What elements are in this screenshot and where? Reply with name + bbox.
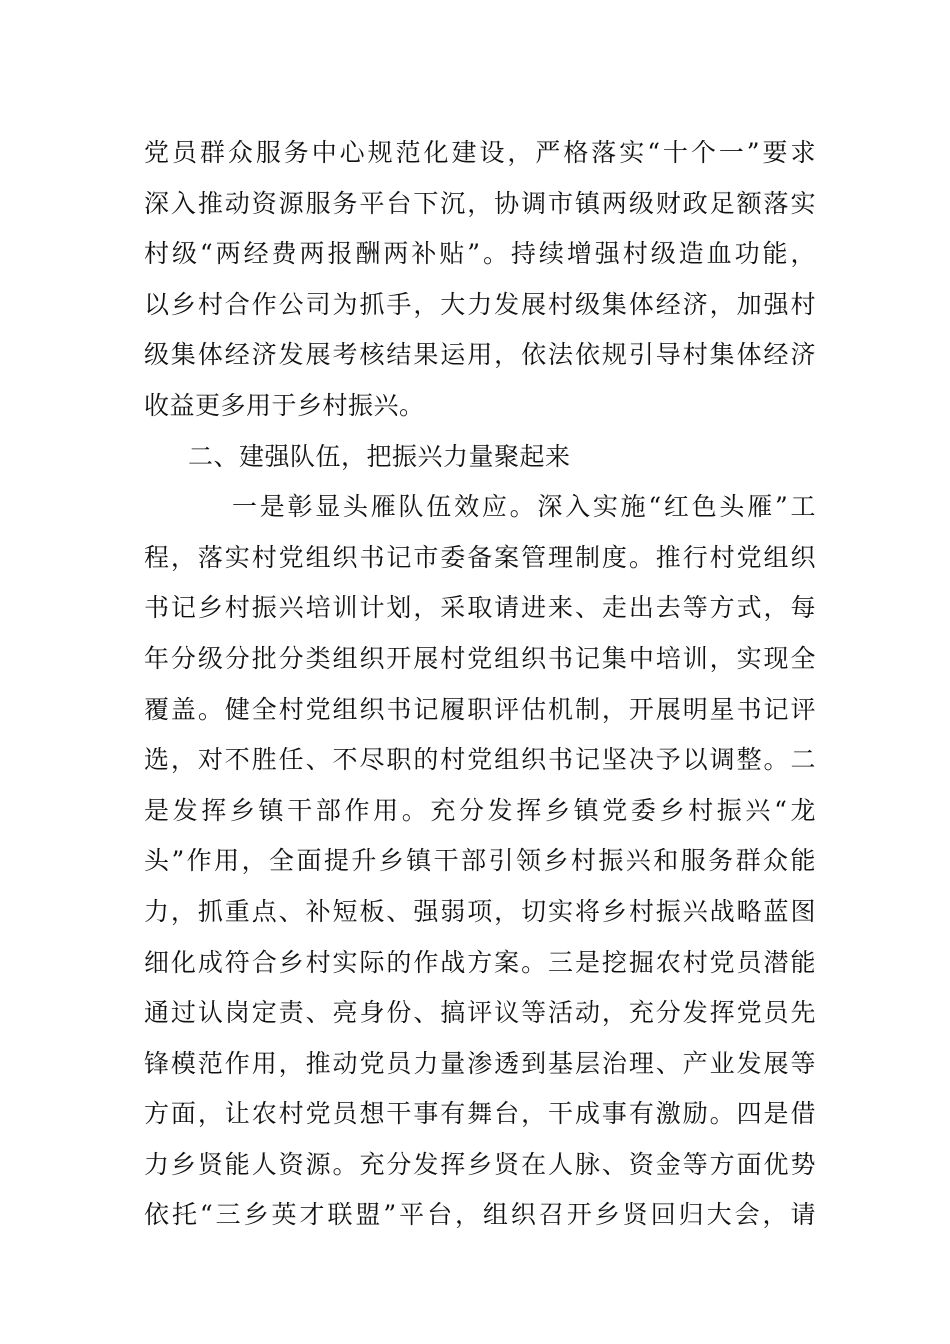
- text-line: 头”作用，全面提升乡镇干部引领乡村振兴和服务群众能: [144, 846, 816, 876]
- text-line: 覆盖。健全村党组织书记履职评估机制，开展明星书记评: [144, 694, 816, 724]
- text-line: 书记乡村振兴培训计划，采取请进来、走出去等方式，每: [144, 593, 816, 623]
- text-line: 深入推动资源服务平台下沉，协调市镇两级财政足额落实: [144, 188, 816, 218]
- text-line: 细化成符合乡村实际的作战方案。三是挖掘农村党员潜能: [144, 947, 816, 977]
- text-line: 年分级分批分类组织开展村党组织书记集中培训，实现全: [144, 643, 816, 673]
- text-line: 以乡村合作公司为抓手，大力发展村级集体经济，加强村: [144, 289, 816, 319]
- text-line: 方面，让农村党员想干事有舞台，干成事有激励。四是借: [144, 1099, 816, 1129]
- text-line: 村级“两经费两报酬两补贴”。持续增强村级造血功能，: [144, 239, 816, 269]
- text-line: 程，落实村党组织书记市委备案管理制度。推行村党组织: [144, 542, 816, 572]
- text-line: 锋模范作用，推动党员力量渗透到基层治理、产业发展等: [144, 1048, 816, 1078]
- text-line: 依托“三乡英才联盟”平台，组织召开乡贤回归大会，请: [144, 1200, 816, 1230]
- text-line: 选，对不胜任、不尽职的村党组织书记坚决予以调整。二: [144, 745, 816, 775]
- text-line: 一是彰显头雁队伍效应。深入实施“红色头雁”工: [232, 492, 816, 522]
- text-line: 通过认岗定责、亮身份、搞评议等活动，充分发挥党员先: [144, 998, 816, 1028]
- text-line: 党员群众服务中心规范化建设，严格落实“十个一”要求: [144, 138, 816, 167]
- section-heading: 二、建强队伍，把振兴力量聚起来: [188, 441, 571, 471]
- text-line: 力，抓重点、补短板、强弱项，切实将乡村振兴战略蓝图: [144, 896, 816, 926]
- text-line: 级集体经济发展考核结果运用，依法依规引导村集体经济: [144, 340, 816, 370]
- body-text: [144, 128, 816, 1241]
- text-line: 收益更多用于乡村振兴。: [144, 390, 425, 420]
- text-line: 是发挥乡镇干部作用。充分发挥乡镇党委乡村振兴“龙: [144, 795, 816, 825]
- text-line: 力乡贤能人资源。充分发挥乡贤在人脉、资金等方面优势: [144, 1149, 816, 1179]
